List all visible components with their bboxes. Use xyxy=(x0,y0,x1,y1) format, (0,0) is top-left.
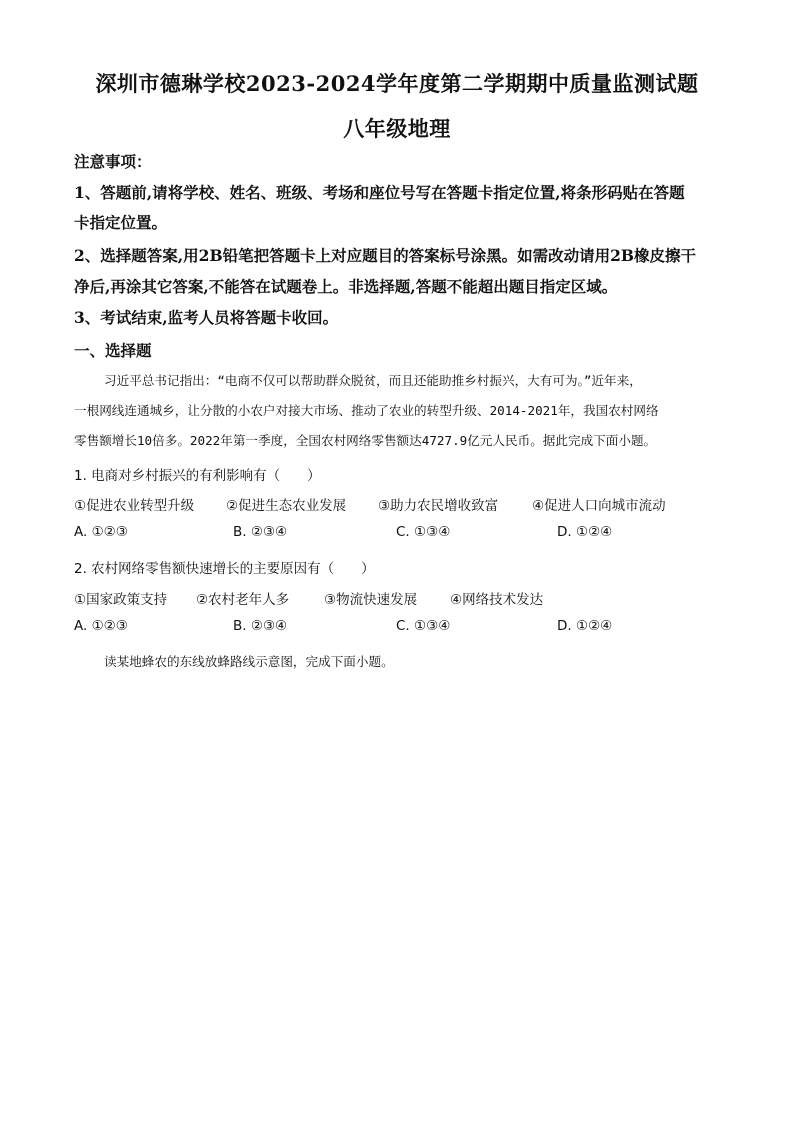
exam-title: 深圳市德琳学校2023-2024学年度第二学期期中质量监测试题 xyxy=(95,71,699,96)
q1-option-4: ④促进人口向城市流动 xyxy=(532,498,666,514)
note-item-3: 3、考试结束,监考人员将答题卡收回。 xyxy=(74,308,339,327)
question-2-stem: 2. 农村网络零售额快速增长的主要原因有（ ） xyxy=(74,561,375,577)
q1-option-1: ①促进农业转型升级 xyxy=(74,498,195,514)
q1-choice-c: C. ①③④ xyxy=(396,524,451,540)
exam-subtitle: 八年级地理 xyxy=(343,116,451,141)
passage-line-1: 习近平总书记指出：“电商不仅可以帮助群众脱贫，而且还能助推乡村振兴，大有可为。”近年来， xyxy=(104,373,642,388)
q2-choice-a: A. ①②③ xyxy=(74,618,128,634)
q1-option-3: ③助力农民增收致富 xyxy=(378,498,499,514)
note-item-1-line-2: 卡指定位置。 xyxy=(74,213,168,232)
q2-option-1: ①国家政策支持 xyxy=(74,592,168,608)
q1-choice-d: D. ①②④ xyxy=(557,524,613,540)
q1-choice-a: A. ①②③ xyxy=(74,524,128,540)
note-item-1-line-1: 1、答题前,请将学校、姓名、班级、考场和座位号写在答题卡指定位置,将条形码贴在答题 xyxy=(74,183,685,202)
notes-heading: 注意事项： xyxy=(74,152,152,171)
q1-option-2: ②促进生态农业发展 xyxy=(226,498,347,514)
q2-choice-b: B. ②③④ xyxy=(233,618,288,634)
q1-choice-b: B. ②③④ xyxy=(233,524,288,540)
q2-choice-d: D. ①②④ xyxy=(557,618,613,634)
q2-choice-c: C. ①③④ xyxy=(396,618,451,634)
passage-2-line: 读某地蜂农的东线放蜂路线示意图，完成下面小题。 xyxy=(104,654,394,669)
passage-line-2: 一根网线连通城乡，让分散的小农户对接大市场、推动了农业的转型升级、2014-2021年，我国农村网络 xyxy=(74,403,659,418)
q2-option-2: ②农村老年人多 xyxy=(196,592,290,608)
note-item-2-line-1: 2、选择题答案,用2B铅笔把答题卡上对应题目的答案标号涂黑。如需改动请用2B橡皮擦干 xyxy=(74,246,696,265)
q2-option-3: ③物流快速发展 xyxy=(324,592,418,608)
passage-line-3: 零售额增长10倍多。2022年第一季度，全国农村网络零售额达4727.9亿元人民币。据此完成下面小题。 xyxy=(74,433,657,448)
q2-option-4: ④网络技术发达 xyxy=(450,592,544,608)
question-1-stem: 1. 电商对乡村振兴的有利影响有（ ） xyxy=(74,468,321,484)
section-title: 一、选择题 xyxy=(74,341,152,360)
note-item-2-line-2: 净后,再涂其它答案,不能答在试题卷上。非选择题,答题不能超出题目指定区域。 xyxy=(74,277,618,296)
